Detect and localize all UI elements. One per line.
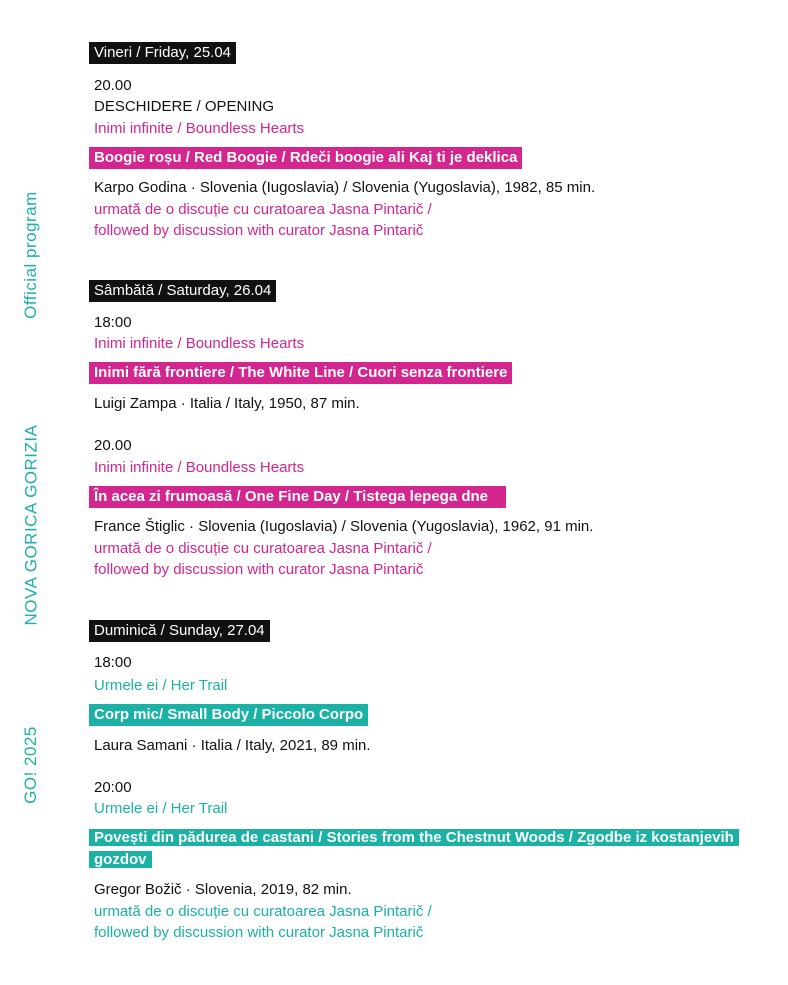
event-credits: Karpo Godina · Slovenia (Iugoslavia) / Slovenia (Yugoslavia), 1982, 85 min.: [94, 179, 596, 196]
event-section: Inimi infinite / Boundless Hearts: [94, 335, 305, 352]
day-header-saturday: Sâmbătă / Saturday, 26.04: [89, 280, 276, 302]
event-credits: France Štiglic · Slovenia (Iugoslavia) / Slovenia (Yugoslavia), 1962, 91 min.: [94, 518, 594, 535]
event-credits: Gregor Božič · Slovenia, 2019, 82 min.: [94, 881, 352, 898]
event-time: 20.00: [94, 437, 132, 454]
event-title: În acea zi frumoasă / One Fine Day / Tistega lepega dne: [89, 486, 506, 508]
event-note: followed by discussion with curator Jasna Pintarič: [94, 222, 424, 239]
event-time: 20:00: [94, 779, 132, 796]
event-section: Urmele ei / Her Trail: [94, 677, 228, 694]
event-note: urmată de o discuție cu curatoarea Jasna Pintarič /: [94, 540, 432, 557]
event-title: Boogie roșu / Red Boogie / Rdeči boogie ali Kaj ti je deklica: [89, 147, 522, 169]
event-title: Inimi fără frontiere / The White Line / Cuori senza frontiere: [89, 362, 512, 384]
event-time: 18:00: [94, 654, 132, 671]
event-extra: DESCHIDERE / OPENING: [94, 98, 275, 115]
city-label: NOVA GORICA GORIZIA: [21, 424, 41, 626]
official-program-label: Official program: [21, 191, 40, 319]
event-note: followed by discussion with curator Jasna Pintarič: [94, 924, 424, 941]
event-time: 18:00: [94, 314, 132, 331]
event-credits: Luigi Zampa · Italia / Italy, 1950, 87 min.: [94, 395, 360, 412]
event-note: urmată de o discuție cu curatoarea Jasna Pintarič /: [94, 903, 432, 920]
go-2025-label: GO! 2025: [21, 726, 40, 804]
event-note: followed by discussion with curator Jasna Pintarič: [94, 561, 424, 578]
day-header-sunday: Duminică / Sunday, 27.04: [89, 620, 270, 642]
event-section: Urmele ei / Her Trail: [94, 800, 228, 817]
day-header-friday: Vineri / Friday, 25.04: [89, 42, 236, 64]
event-title: [89, 827, 739, 871]
event-title-text: Povești din pădurea de castani / Stories from the Chestnut Woods / Zgodbe iz kostanjevih gozdov: [89, 829, 739, 868]
event-time: 20.00: [94, 77, 132, 94]
event-credits: Laura Samani · Italia / Italy, 2021, 89 min.: [94, 737, 371, 754]
event-section: Inimi infinite / Boundless Hearts: [94, 459, 305, 476]
event-title: Corp mic/ Small Body / Piccolo Corpo: [89, 704, 368, 726]
event-note: urmată de o discuție cu curatoarea Jasna Pintarič /: [94, 201, 432, 218]
event-section: Inimi infinite / Boundless Hearts: [94, 120, 305, 137]
